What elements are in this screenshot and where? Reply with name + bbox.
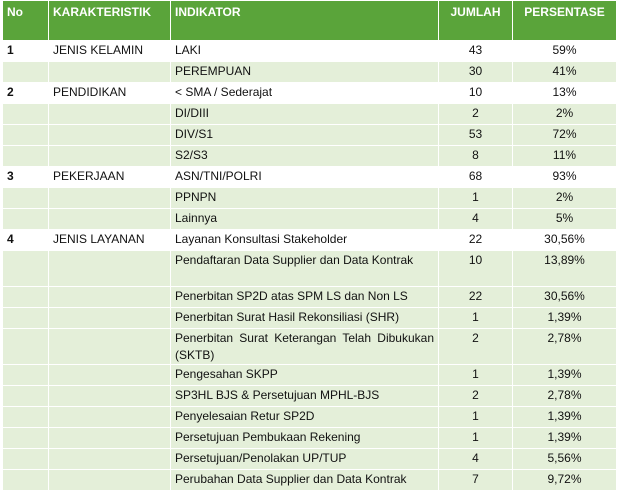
cell-indikator: Lainnya [171,209,439,230]
cell-indikator: SP3HL BJS & Persetujuan MPHL-BJS [171,386,439,407]
cell-no [3,365,49,386]
cell-indikator: PPNPN [171,188,439,209]
cell-persentase: 59% [513,41,617,62]
table-row [3,41,617,62]
table-row [3,83,617,104]
header-persentase: PERSENTASE [513,1,617,41]
cell-jumlah: 68 [439,167,513,188]
table-row [3,407,617,428]
cell-no [3,146,49,167]
cell-indikator: S2/S3 [171,146,439,167]
cell-jumlah: 22 [439,287,513,308]
cell-karakteristik [49,365,171,386]
cell-no [3,386,49,407]
cell-karakteristik [49,470,171,491]
table-row [3,104,617,125]
cell-no [3,449,49,470]
cell-jumlah: 30 [439,62,513,83]
cell-karakteristik [49,104,171,125]
cell-jumlah: 2 [439,104,513,125]
cell-karakteristik [49,62,171,83]
cell-jumlah: 1 [439,407,513,428]
table-row [3,386,617,407]
cell-karakteristik [49,329,171,365]
cell-karakteristik [49,125,171,146]
table-row [3,125,617,146]
table-row [3,308,617,329]
cell-karakteristik [49,188,171,209]
cell-no [3,125,49,146]
cell-persentase: 93% [513,167,617,188]
cell-karakteristik: JENIS LAYANAN [49,230,171,251]
table-row [3,449,617,470]
table-row [3,62,617,83]
cell-indikator: Pengesahan SKPP [171,365,439,386]
cell-no [3,209,49,230]
cell-persentase: 5% [513,209,617,230]
cell-no: 1 [3,41,49,62]
cell-karakteristik [49,209,171,230]
table-row [3,365,617,386]
cell-jumlah: 53 [439,125,513,146]
cell-jumlah: 1 [439,188,513,209]
table-row [3,146,617,167]
cell-indikator: LAKI [171,41,439,62]
cell-persentase: 41% [513,62,617,83]
cell-persentase: 1,39% [513,365,617,386]
cell-karakteristik [49,407,171,428]
cell-indikator: Penyelesaian Retur SP2D [171,407,439,428]
cell-jumlah: 1 [439,365,513,386]
header-jumlah: JUMLAH [439,1,513,41]
cell-jumlah: 2 [439,329,513,365]
cell-persentase: 30,56% [513,287,617,308]
cell-no: 4 [3,230,49,251]
table-row [3,329,617,365]
cell-persentase: 1,39% [513,428,617,449]
cell-jumlah: 43 [439,41,513,62]
table-row [3,251,617,287]
cell-jumlah: 7 [439,470,513,491]
cell-no [3,407,49,428]
cell-karakteristik [49,428,171,449]
table-row [3,470,617,491]
cell-karakteristik [49,251,171,287]
table-row [3,188,617,209]
header-no: No [3,1,49,41]
cell-no: 2 [3,83,49,104]
cell-no [3,329,49,365]
cell-no [3,428,49,449]
table-body [3,41,617,491]
table-row [3,209,617,230]
cell-jumlah: 4 [439,449,513,470]
cell-no [3,251,49,287]
cell-jumlah: 4 [439,209,513,230]
respondent-characteristics-table [2,0,617,491]
cell-jumlah: 2 [439,386,513,407]
cell-persentase: 11% [513,146,617,167]
table-row [3,287,617,308]
cell-indikator: < SMA / Sederajat [171,83,439,104]
cell-karakteristik: JENIS KELAMIN [49,41,171,62]
cell-indikator: Penerbitan SP2D atas SPM LS dan Non LS [171,287,439,308]
cell-no [3,287,49,308]
cell-indikator: Penerbitan Surat Keterangan Telah Dibukukan (SKTB) [171,329,439,365]
table-row [3,428,617,449]
cell-jumlah: 1 [439,428,513,449]
cell-karakteristik [49,449,171,470]
cell-karakteristik [49,146,171,167]
cell-persentase: 72% [513,125,617,146]
cell-persentase: 13,89% [513,251,617,287]
cell-karakteristik: PENDIDIKAN [49,83,171,104]
cell-indikator: ASN/TNI/POLRI [171,167,439,188]
cell-jumlah: 10 [439,251,513,287]
cell-persentase: 2% [513,188,617,209]
cell-karakteristik [49,386,171,407]
cell-no [3,308,49,329]
cell-indikator: Pendaftaran Data Supplier dan Data Kontrak [171,251,439,287]
cell-indikator: Persetujuan/Penolakan UP/TUP [171,449,439,470]
cell-no [3,470,49,491]
cell-karakteristik: PEKERJAAN [49,167,171,188]
cell-karakteristik [49,287,171,308]
cell-jumlah: 1 [439,308,513,329]
cell-jumlah: 8 [439,146,513,167]
cell-indikator: Perubahan Data Supplier dan Data Kontrak [171,470,439,491]
table-header [3,1,617,41]
cell-persentase: 2% [513,104,617,125]
cell-persentase: 2,78% [513,329,617,365]
cell-no [3,104,49,125]
cell-jumlah: 10 [439,83,513,104]
cell-no [3,188,49,209]
header-karakteristik: KARAKTERISTIK [49,1,171,41]
cell-persentase: 9,72% [513,470,617,491]
cell-persentase: 5,56% [513,449,617,470]
table-row [3,230,617,251]
cell-no: 3 [3,167,49,188]
cell-persentase: 2,78% [513,386,617,407]
cell-karakteristik [49,308,171,329]
cell-indikator: DIV/S1 [171,125,439,146]
cell-indikator: DI/DIII [171,104,439,125]
cell-jumlah: 22 [439,230,513,251]
header-row [3,1,617,41]
cell-persentase: 13% [513,83,617,104]
cell-no [3,62,49,83]
cell-persentase: 30,56% [513,230,617,251]
cell-indikator: PEREMPUAN [171,62,439,83]
table-row [3,167,617,188]
cell-persentase: 1,39% [513,308,617,329]
cell-persentase: 1,39% [513,407,617,428]
header-indikator: INDIKATOR [171,1,439,41]
cell-indikator: Layanan Konsultasi Stakeholder [171,230,439,251]
cell-indikator: Penerbitan Surat Hasil Rekonsiliasi (SHR) [171,308,439,329]
cell-indikator: Persetujuan Pembukaan Rekening [171,428,439,449]
